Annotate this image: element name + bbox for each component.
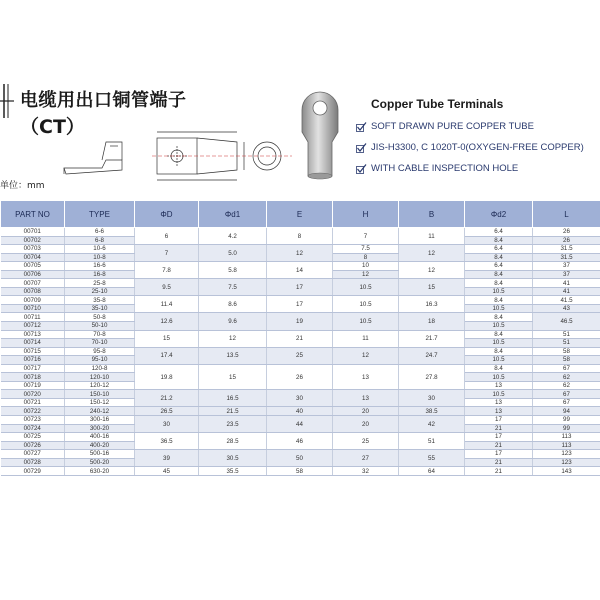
table-row: [1, 279, 600, 288]
cell-part-no: 00713: [1, 330, 65, 339]
cell-hole-diameter: 10.5: [465, 339, 533, 348]
table-row: [1, 347, 600, 356]
cell-l: 26: [533, 228, 600, 237]
cell-hole-diameter: 10.5: [465, 390, 533, 399]
cell-e: 12: [267, 245, 333, 262]
cell-e: 26: [267, 364, 333, 390]
cell-h: 7: [333, 228, 399, 245]
cell-type: 95-8: [65, 347, 135, 356]
cell-l: 113: [533, 441, 600, 450]
table-row: [1, 228, 600, 237]
check-box-icon: [356, 122, 367, 132]
cell-outer-diameter: 7.8: [135, 262, 199, 279]
cell-type: 35-8: [65, 296, 135, 305]
cell-type: 120-10: [65, 373, 135, 382]
cell-l: 67: [533, 364, 600, 373]
cell-type: 500-16: [65, 450, 135, 459]
cell-outer-diameter: 17.4: [135, 347, 199, 364]
table-row: [1, 262, 600, 271]
cell-inner-diameter: 5.8: [199, 262, 267, 279]
cell-inner-diameter: 9.6: [199, 313, 267, 330]
cell-l: 67: [533, 390, 600, 399]
cell-inner-diameter: 12: [199, 330, 267, 347]
cell-type: 400-16: [65, 433, 135, 442]
cell-l: 51: [533, 330, 600, 339]
cell-hole-diameter: 21: [465, 467, 533, 476]
cell-part-no: 00709: [1, 296, 65, 305]
cell-hole-diameter: 17: [465, 433, 533, 442]
cell-part-no: 00721: [1, 398, 65, 407]
cell-inner-diameter: 30.5: [199, 450, 267, 467]
cell-h: 13: [333, 364, 399, 390]
cell-l: 43: [533, 304, 600, 313]
cell-part-no: 00715: [1, 347, 65, 356]
table-row: [1, 296, 600, 305]
cell-h: 8: [333, 253, 399, 262]
spec-table: [0, 200, 600, 476]
cell-outer-diameter: 21.2: [135, 390, 199, 407]
cell-inner-diameter: 16.5: [199, 390, 267, 407]
cell-part-no: 00707: [1, 279, 65, 288]
column-header-e: E: [267, 201, 333, 228]
cell-part-no: 00719: [1, 381, 65, 390]
cell-part-no: 00702: [1, 236, 65, 245]
cell-b: 18: [399, 313, 465, 330]
cell-l: 31.5: [533, 253, 600, 262]
cell-inner-diameter: 5.0: [199, 245, 267, 262]
cell-b: 12: [399, 262, 465, 279]
cell-part-no: 00714: [1, 339, 65, 348]
column-header-hole-diameter: Φd2: [465, 201, 533, 228]
column-header-l: L: [533, 201, 600, 228]
column-header-part-no: PART NO: [1, 201, 65, 228]
cell-b: 55: [399, 450, 465, 467]
cell-b: 42: [399, 416, 465, 433]
cell-b: 64: [399, 467, 465, 476]
cell-l: 123: [533, 450, 600, 459]
cell-l: 99: [533, 424, 600, 433]
cell-part-no: 00725: [1, 433, 65, 442]
cell-h: 11: [333, 330, 399, 347]
cell-l: 41: [533, 287, 600, 296]
table-row: [1, 450, 600, 459]
cell-outer-diameter: 39: [135, 450, 199, 467]
cell-type: 150-10: [65, 390, 135, 399]
table-header-row: [1, 201, 600, 228]
cell-h: 27: [333, 450, 399, 467]
cell-b: 21.7: [399, 330, 465, 347]
cell-l: 58: [533, 347, 600, 356]
cell-b: 24.7: [399, 347, 465, 364]
cell-h: 10: [333, 262, 399, 271]
cell-type: 150-12: [65, 398, 135, 407]
cell-hole-diameter: 13: [465, 398, 533, 407]
feature-text: JIS-H3300, C 1020T-0(OXYGEN-FREE COPPER): [371, 142, 584, 153]
cell-l: 41.5: [533, 296, 600, 305]
cell-e: 21: [267, 330, 333, 347]
table-row: [1, 433, 600, 442]
check-box-icon: [356, 143, 367, 153]
cell-l: 62: [533, 381, 600, 390]
cell-hole-diameter: 6.4: [465, 228, 533, 237]
cell-hole-diameter: 8.4: [465, 330, 533, 339]
cell-l: 143: [533, 467, 600, 476]
cell-e: 44: [267, 416, 333, 433]
cell-l: 113: [533, 433, 600, 442]
cell-hole-diameter: 13: [465, 407, 533, 416]
cell-type: 10-6: [65, 245, 135, 254]
cell-type: 6-6: [65, 228, 135, 237]
cell-type: 400-20: [65, 441, 135, 450]
cell-l: 37: [533, 262, 600, 271]
cell-type: 16-6: [65, 262, 135, 271]
cell-outer-diameter: 9.5: [135, 279, 199, 296]
cell-outer-diameter: 6: [135, 228, 199, 245]
cell-part-no: 00712: [1, 322, 65, 331]
cell-inner-diameter: 7.5: [199, 279, 267, 296]
cell-type: 300-20: [65, 424, 135, 433]
cell-hole-diameter: 17: [465, 450, 533, 459]
cell-type: 50-10: [65, 322, 135, 331]
cell-e: 30: [267, 390, 333, 407]
cell-outer-diameter: 15: [135, 330, 199, 347]
cell-h: 20: [333, 407, 399, 416]
cell-hole-diameter: 10.5: [465, 373, 533, 382]
cell-part-no: 00723: [1, 416, 65, 425]
feature-text: WITH CABLE INSPECTION HOLE: [371, 163, 519, 174]
cell-h: 20: [333, 416, 399, 433]
cell-outer-diameter: 12.6: [135, 313, 199, 330]
cell-e: 19: [267, 313, 333, 330]
feature-item: [356, 163, 518, 174]
cell-hole-diameter: 8.4: [465, 347, 533, 356]
column-header-outer-diameter: ΦD: [135, 201, 199, 228]
page-title-cn: 电缆用出口铜管端子: [20, 90, 187, 111]
column-header-h: H: [333, 201, 399, 228]
cell-inner-diameter: 28.5: [199, 433, 267, 450]
cell-h: 12: [333, 270, 399, 279]
cell-b: 11: [399, 228, 465, 245]
cell-l: 62: [533, 373, 600, 382]
cell-hole-diameter: 21: [465, 424, 533, 433]
cell-inner-diameter: 21.5: [199, 407, 267, 416]
cell-e: 58: [267, 467, 333, 476]
product-title: Copper Tube Terminals: [371, 97, 504, 111]
copper-terminal-photo: [296, 88, 344, 180]
cell-e: 17: [267, 279, 333, 296]
table-row: [1, 330, 600, 339]
cell-inner-diameter: 23.5: [199, 416, 267, 433]
cell-l: 46.5: [533, 313, 600, 330]
cell-type: 240-12: [65, 407, 135, 416]
cell-hole-diameter: 10.5: [465, 304, 533, 313]
cell-type: 95-10: [65, 356, 135, 365]
cell-part-no: 00724: [1, 424, 65, 433]
cell-part-no: 00728: [1, 458, 65, 467]
cell-inner-diameter: 4.2: [199, 228, 267, 245]
cell-part-no: 00722: [1, 407, 65, 416]
cell-type: 25-8: [65, 279, 135, 288]
cell-inner-diameter: 8.6: [199, 296, 267, 313]
cell-outer-diameter: 7: [135, 245, 199, 262]
cell-hole-diameter: 8.4: [465, 364, 533, 373]
cell-type: 25-10: [65, 287, 135, 296]
cell-e: 8: [267, 228, 333, 245]
cell-b: 12: [399, 245, 465, 262]
cell-type: 120-8: [65, 364, 135, 373]
cell-type: 70-10: [65, 339, 135, 348]
cell-hole-diameter: 6.4: [465, 245, 533, 254]
cell-hole-diameter: 8.4: [465, 279, 533, 288]
cell-h: 10.5: [333, 279, 399, 296]
cell-hole-diameter: 8.4: [465, 313, 533, 322]
column-header-inner-diameter: Φd1: [199, 201, 267, 228]
cell-part-no: 00716: [1, 356, 65, 365]
cell-outer-diameter: 30: [135, 416, 199, 433]
cell-hole-diameter: 10.5: [465, 322, 533, 331]
cell-part-no: 00726: [1, 441, 65, 450]
cell-h: 25: [333, 433, 399, 450]
cell-hole-diameter: 17: [465, 416, 533, 425]
cell-e: 25: [267, 347, 333, 364]
cell-part-no: 00708: [1, 287, 65, 296]
table-row: [1, 313, 600, 322]
cell-l: 58: [533, 356, 600, 365]
table-row: [1, 467, 600, 476]
cell-e: 46: [267, 433, 333, 450]
cell-l: 51: [533, 339, 600, 348]
column-header-b: B: [399, 201, 465, 228]
unit-label: 单位：mm: [0, 181, 45, 191]
cell-hole-diameter: 10.5: [465, 287, 533, 296]
cell-hole-diameter: 13: [465, 381, 533, 390]
cell-b: 27.8: [399, 364, 465, 390]
cell-outer-diameter: 36.5: [135, 433, 199, 450]
cell-type: 10-8: [65, 253, 135, 262]
cell-h: 12: [333, 347, 399, 364]
cell-h: 10.5: [333, 313, 399, 330]
cell-hole-diameter: 8.4: [465, 253, 533, 262]
page-title-code: （CT）: [20, 116, 85, 138]
cell-l: 37: [533, 270, 600, 279]
cell-l: 41: [533, 279, 600, 288]
cell-e: 40: [267, 407, 333, 416]
cell-e: 14: [267, 262, 333, 279]
cell-inner-diameter: 13.5: [199, 347, 267, 364]
table-row: [1, 390, 600, 399]
cell-part-no: 00720: [1, 390, 65, 399]
cell-type: 120-12: [65, 381, 135, 390]
cell-part-no: 00705: [1, 262, 65, 271]
cell-type: 35-10: [65, 304, 135, 313]
cell-part-no: 00701: [1, 228, 65, 237]
cell-h: 13: [333, 390, 399, 407]
cell-e: 50: [267, 450, 333, 467]
cell-h: 32: [333, 467, 399, 476]
cell-type: 50-8: [65, 313, 135, 322]
cell-b: 16.3: [399, 296, 465, 313]
table-row: [1, 416, 600, 425]
cell-outer-diameter: 19.8: [135, 364, 199, 390]
table-row: [1, 407, 600, 416]
cell-part-no: 00704: [1, 253, 65, 262]
cell-type: 6-8: [65, 236, 135, 245]
cell-hole-diameter: 8.4: [465, 270, 533, 279]
cell-type: 70-8: [65, 330, 135, 339]
cell-type: 300-16: [65, 416, 135, 425]
cell-l: 123: [533, 458, 600, 467]
cell-part-no: 00706: [1, 270, 65, 279]
cell-inner-diameter: 15: [199, 364, 267, 390]
cell-type: 630-20: [65, 467, 135, 476]
cell-type: 16-8: [65, 270, 135, 279]
cell-hole-diameter: 8.4: [465, 296, 533, 305]
column-header-type: TYPE: [65, 201, 135, 228]
cell-hole-diameter: 21: [465, 458, 533, 467]
cell-hole-diameter: 10.5: [465, 356, 533, 365]
table-row: [1, 364, 600, 373]
cell-outer-diameter: 45: [135, 467, 199, 476]
table-row: [1, 245, 600, 254]
cell-l: 31.5: [533, 245, 600, 254]
cell-hole-diameter: 21: [465, 441, 533, 450]
cell-hole-diameter: 6.4: [465, 262, 533, 271]
cell-b: 15: [399, 279, 465, 296]
cell-outer-diameter: 11.4: [135, 296, 199, 313]
cell-part-no: 00711: [1, 313, 65, 322]
feature-item: [356, 142, 584, 153]
cell-outer-diameter: 26.5: [135, 407, 199, 416]
cell-l: 26: [533, 236, 600, 245]
cell-part-no: 00710: [1, 304, 65, 313]
check-box-icon: [356, 164, 367, 174]
cell-l: 99: [533, 416, 600, 425]
cell-b: 30: [399, 390, 465, 407]
cell-inner-diameter: 35.5: [199, 467, 267, 476]
feature-text: SOFT DRAWN PURE COPPER TUBE: [371, 121, 534, 132]
cell-part-no: 00727: [1, 450, 65, 459]
cell-part-no: 00729: [1, 467, 65, 476]
cell-b: 51: [399, 433, 465, 450]
cell-hole-diameter: 8.4: [465, 236, 533, 245]
cell-part-no: 00703: [1, 245, 65, 254]
cell-b: 38.5: [399, 407, 465, 416]
cell-h: 10.5: [333, 296, 399, 313]
cell-part-no: 00717: [1, 364, 65, 373]
cell-h: 7.5: [333, 245, 399, 254]
cell-l: 67: [533, 398, 600, 407]
feature-item: [356, 121, 534, 132]
terminal-technical-drawing: [62, 128, 292, 188]
cell-part-no: 00718: [1, 373, 65, 382]
cell-l: 94: [533, 407, 600, 416]
cell-e: 17: [267, 296, 333, 313]
cell-type: 500-20: [65, 458, 135, 467]
corner-mark-icon: [0, 84, 14, 118]
